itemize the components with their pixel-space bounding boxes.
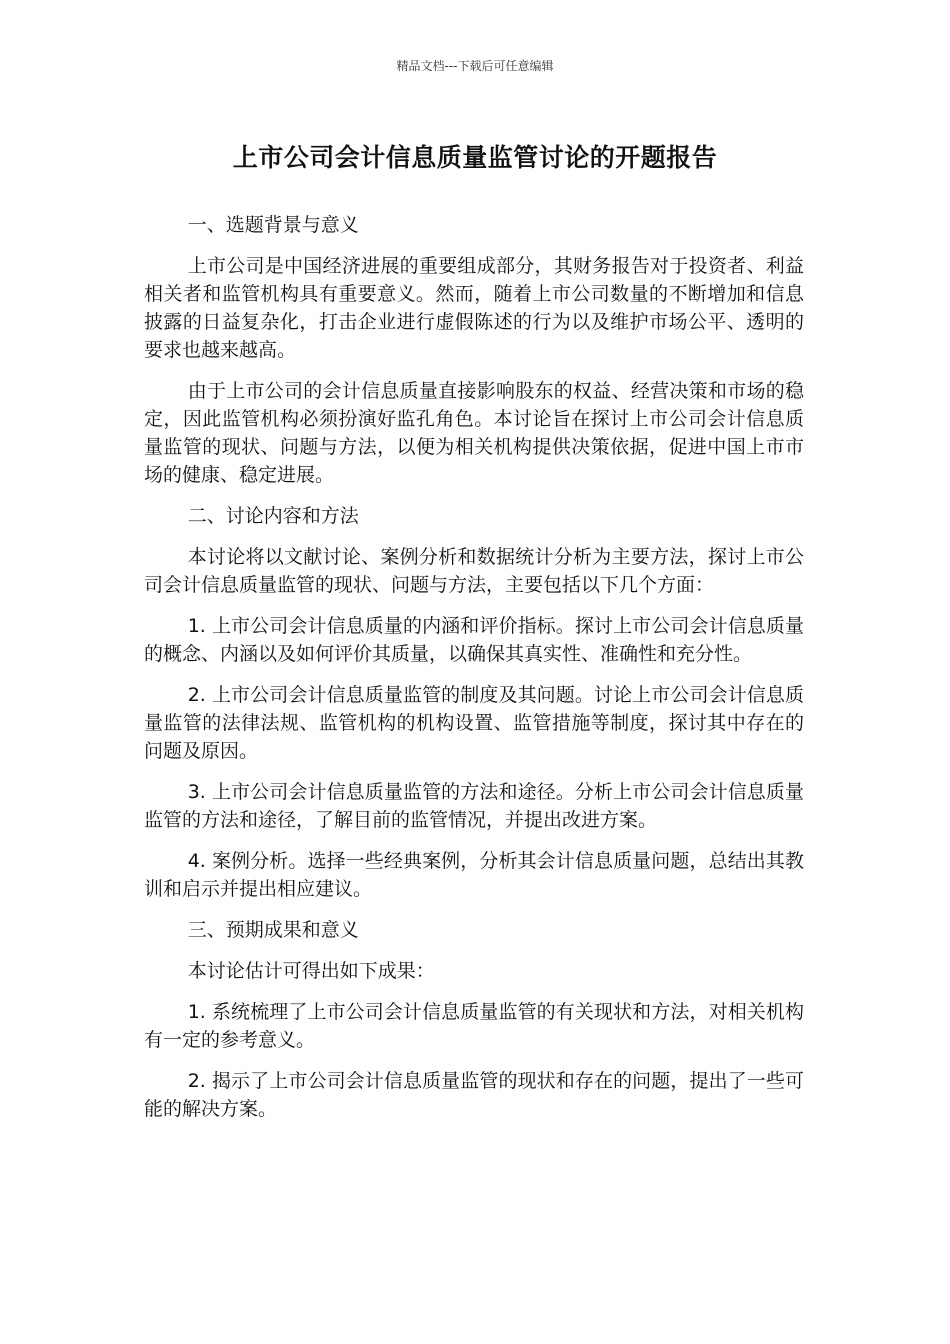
document-title: 上市公司会计信息质量监管讨论的开题报告: [232, 143, 718, 172]
list-item: 1. 系统梳理了上市公司会计信息质量监管的有关现状和方法，对相关机构有一定的参考意义。: [144, 1001, 804, 1051]
section-heading-3: 三、预期成果和意义: [187, 919, 359, 941]
paragraph: 由于上市公司的会计信息质量直接影响股东的权益、经营决策和市场的稳定，因此监管机构必须扮演好监孔角色。本讨论旨在探讨上市公司会计信息质量监管的现状、问题与方法，以便为相关机构提供决策依据，促进中国上市市场的健康、稳定进展。: [144, 380, 804, 486]
paragraph: 本讨论将以文献讨论、案例分析和数据统计分析为主要方法，探讨上市公司会计信息质量监管的现状、问题与方法，主要包括以下几个方面：: [144, 546, 804, 596]
list-item: 3. 上市公司会计信息质量监管的方法和途径。分析上市公司会计信息质量监管的方法和途径，了解目前的监管情况，并提出改进方案。: [144, 781, 804, 831]
section-heading-1: 一、选题背景与意义: [187, 214, 359, 236]
paragraph: 上市公司是中国经济进展的重要组成部分，其财务报告对于投资者、利益相关者和监管机构具有重要意义。然而，随着上市公司数量的不断增加和信息披露的日益复杂化，打击企业进行虚假陈述的行为以及维护市场公平、透明的要求也越来越高。: [144, 255, 804, 361]
page-header: 精品文档---下载后可任意编辑: [396, 59, 554, 73]
document-body: [144, 211, 804, 1136]
paragraph: 本讨论估计可得出如下成果：: [187, 960, 435, 982]
list-item: 2. 揭示了上市公司会计信息质量监管的现状和存在的问题，提出了一些可能的解决方案。: [144, 1070, 804, 1120]
list-item: 1. 上市公司会计信息质量的内涵和评价指标。探讨上市公司会计信息质量的概念、内涵以及如何评价其质量，以确保其真实性、准确性和充分性。: [144, 615, 804, 665]
list-item: 4. 案例分析。选择一些经典案例，分析其会计信息质量问题，总结出其教训和启示并提出相应建议。: [144, 850, 804, 900]
section-heading-2: 二、讨论内容和方法: [187, 505, 359, 527]
list-item: 2. 上市公司会计信息质量监管的制度及其问题。讨论上市公司会计信息质量监管的法律法规、监管机构的机构设置、监管措施等制度，探讨其中存在的问题及原因。: [144, 684, 804, 762]
